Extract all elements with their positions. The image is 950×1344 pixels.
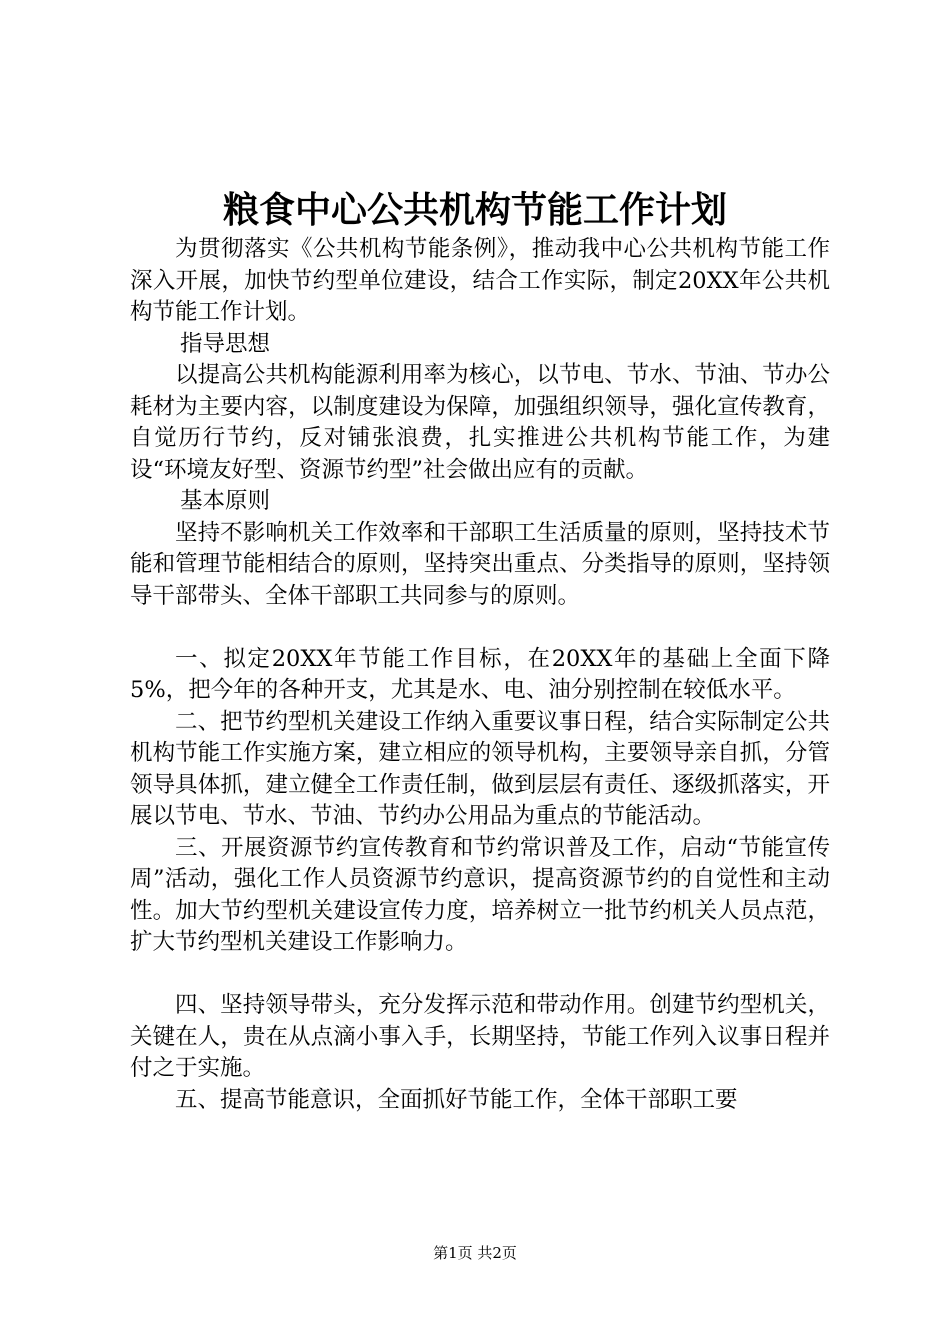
section-heading-guiding: 指导思想 — [180, 330, 271, 357]
section-heading-principles: 基本原则 — [180, 488, 271, 514]
item-4-paragraph: 四、坚持领导带头，充分发挥示范和带动作用。创建节约型机关，关键在人，贵在从点滴小事入手，长期坚持，节能工作列入议事日程并付之于实施。 — [130, 992, 830, 1081]
item-1-paragraph: 一、拟定20XX年节能工作目标，在20XX年的基础上全面下降5%，把今年的各种开支，尤其是水、电、油分别控制在较低水平。 — [130, 645, 830, 703]
document-title: 粮食中心公共机构节能工作计划 — [222, 189, 727, 231]
item-2-paragraph: 二、把节约型机关建设工作纳入重要议事日程，结合实际制定公共机构节能工作实施方案，建立相应的领导机构，主要领导亲自抓，分管领导具体抓，建立健全工作责任制，做到层层有责任、逐级抓落实，开展以节电、节水、节油、节约办公用品为重点的节能活动。 — [130, 708, 830, 829]
intro-paragraph: 为贯彻落实《公共机构节能条例》，推动我中心公共机构节能工作深入开展，加快节约型单位建设，结合工作实际，制定20XX年公共机构节能工作计划。 — [130, 236, 830, 325]
blank-line — [130, 959, 830, 991]
page-footer: 第1页 共2页 — [433, 1244, 517, 1262]
item-3-paragraph: 三、开展资源节约宣传教育和节约常识普及工作，启动“节能宣传周”活动，强化工作人员资源节约意识，提高资源节约的自觉性和主动性。加大节约型机关建设宣传力度，培养树立一批节约机关人员点范，扩大节约型机关建设工作影响力。 — [130, 834, 830, 955]
item-5-paragraph: 五、提高节能意识，全面抓好节能工作，全体干部职工要 — [175, 1086, 738, 1113]
document-body — [130, 234, 830, 1116]
guiding-paragraph: 以提高公共机构能源利用率为核心，以节电、节水、节油、节办公耗材为主要内容，以制度建设为保障，加强组织领导，强化宣传教育，自觉历行节约，反对铺张浪费，扎实推进公共机构节能工作，为建设“环境友好型、资源节约型”社会做出应有的贡献。 — [130, 362, 830, 483]
principles-paragraph: 坚持不影响机关工作效率和干部职工生活质量的原则，坚持技术节能和管理节能相结合的原则，坚持突出重点、分类指导的原则，坚持领导干部带头、全体干部职工共同参与的原则。 — [130, 519, 830, 609]
blank-line — [130, 612, 830, 644]
